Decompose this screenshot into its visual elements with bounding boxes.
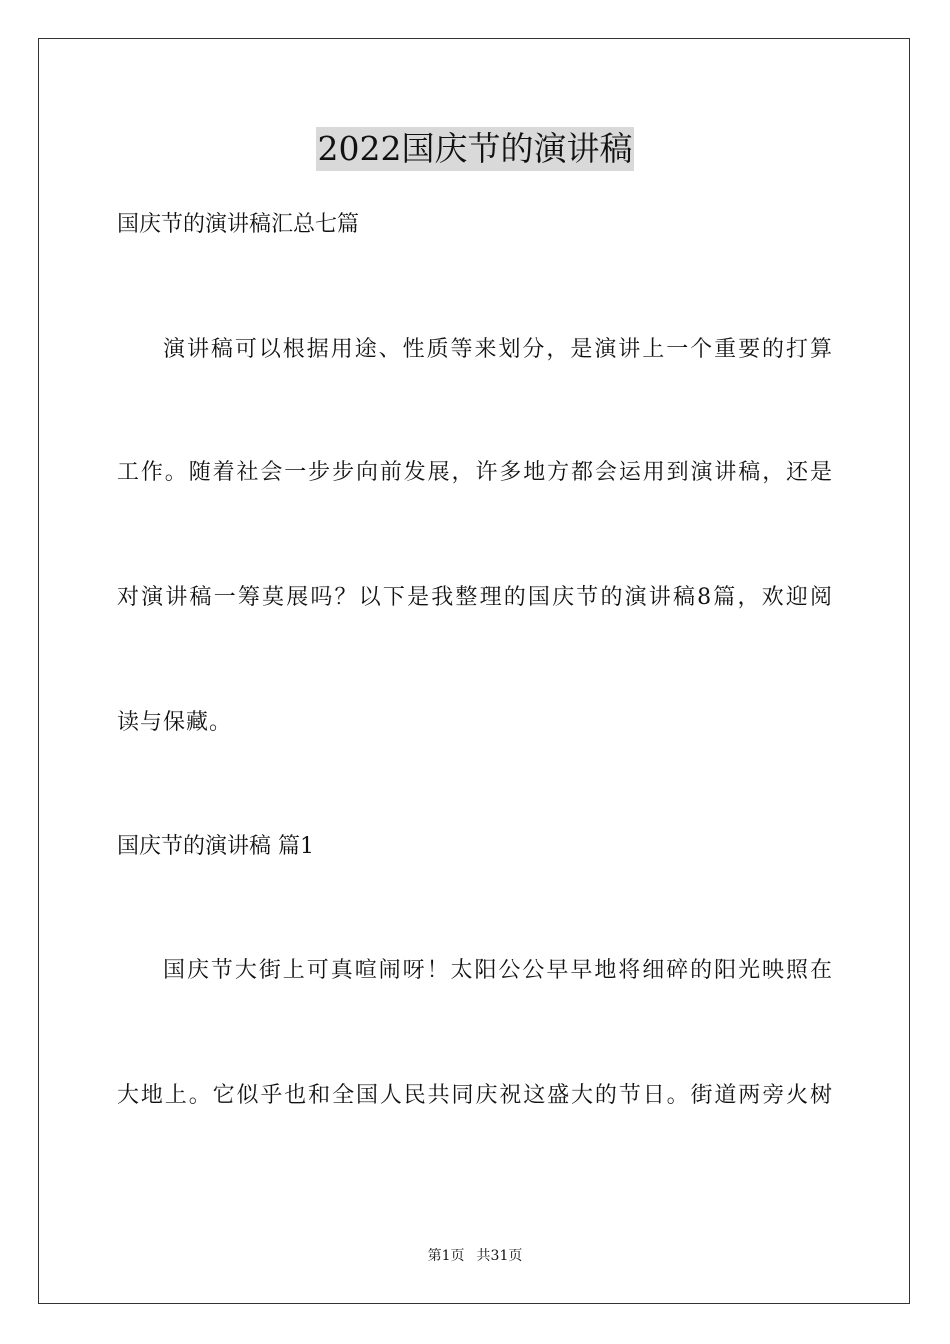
title-container: [0, 127, 950, 171]
document-subtitle: 国庆节的演讲稿汇总七篇: [117, 212, 360, 237]
intro-paragraph-line: 演讲稿可以根据用途、性质等来划分，是演讲上一个重要的打算: [163, 337, 833, 362]
page-number: 第1页: [427, 1248, 465, 1264]
intro-paragraph-line: 工作。随着社会一步步向前发展，许多地方都会运用到演讲稿，还是: [117, 460, 833, 485]
intro-paragraph-line: 对演讲稿一筹莫展吗？以下是我整理的国庆节的演讲稿8篇，欢迎阅: [117, 585, 833, 610]
section-heading: 国庆节的演讲稿 篇1: [117, 834, 314, 859]
page-footer: [0, 1246, 950, 1266]
document-title: 2022国庆节的演讲稿: [316, 127, 635, 171]
page-total: 共31页: [476, 1248, 523, 1264]
intro-paragraph-line: 读与保藏。: [117, 710, 233, 735]
section-paragraph-line: 大地上。它似乎也和全国人民共同庆祝这盛大的节日。街道两旁火树: [117, 1083, 833, 1108]
section-paragraph-line: 国庆节大街上可真喧闹呀！太阳公公早早地将细碎的阳光映照在: [163, 958, 833, 983]
